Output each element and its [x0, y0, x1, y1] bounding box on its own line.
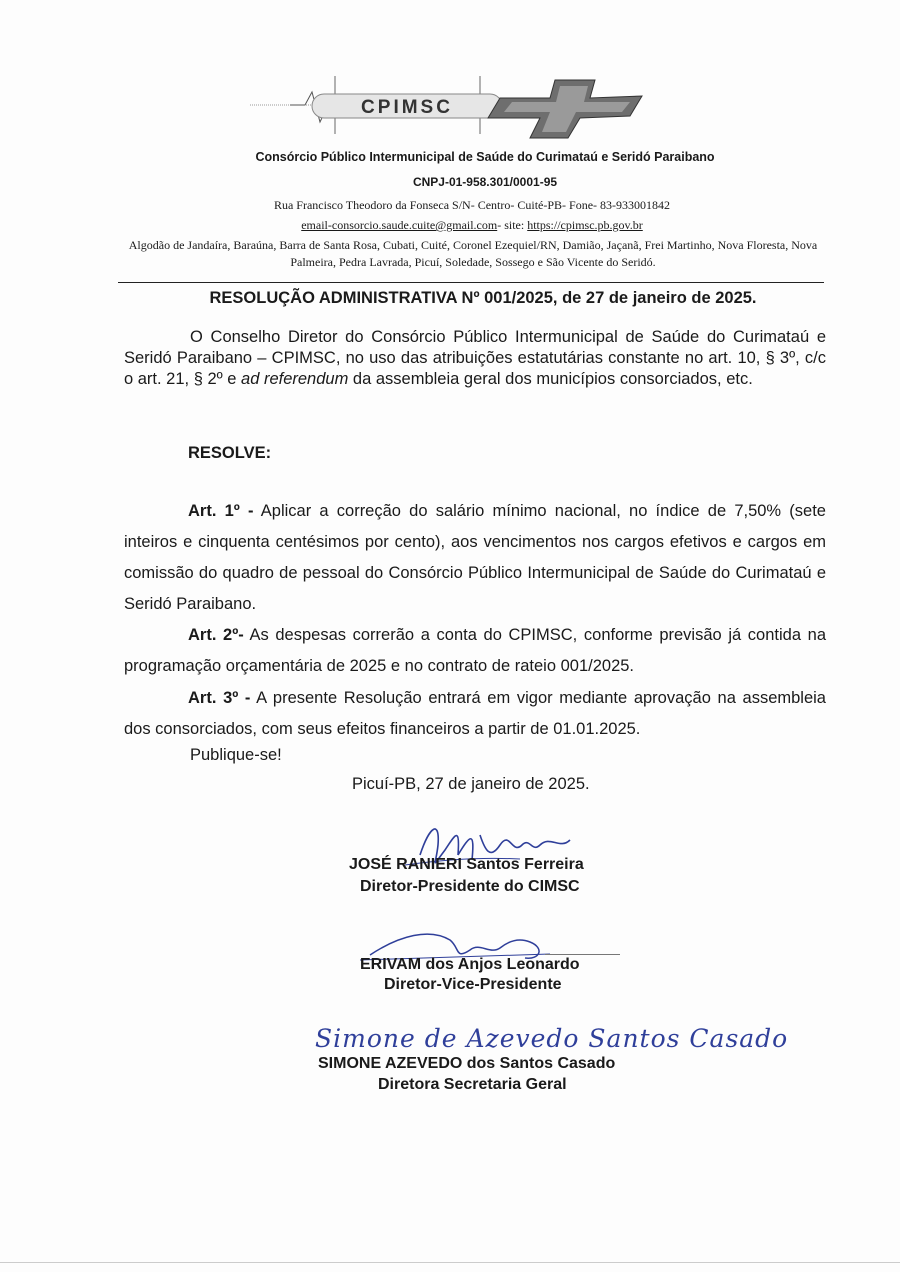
document-title: RESOLUÇÃO ADMINISTRATIVA Nº 001/2025, de 27 de janeiro de 2025. — [209, 289, 757, 307]
article-1-text: Aplicar a correção do salário mínimo nacional, no índice de 7,50% (sete inteiros e cinquenta centésimos por cento), aos vencimentos nos cargos efetivos e cargos em comissão do quadro de pessoal do Consórcio Público Intermunicipal de Saúde do Curimataú e Seridó Paraibano. — [124, 502, 826, 613]
article-1 — [124, 496, 826, 620]
logo-text: CPIMSC — [361, 97, 453, 118]
signature-1-role: Diretor-Presidente do CIMSC — [360, 878, 580, 895]
intro-paragraph — [124, 327, 826, 390]
article-1-label: Art. 1º - — [188, 502, 254, 520]
header-divider — [118, 282, 824, 283]
site-link[interactable]: https://cpimsc.pb.gov.br — [527, 218, 643, 232]
signature-2-line — [545, 954, 620, 955]
site-prefix: - site: — [497, 218, 528, 232]
cross-icon — [488, 80, 642, 138]
intro-italic: ad referendum — [241, 370, 349, 388]
article-2-text: As despesas correrão a conta do CPIMSC, conforme previsão já contida na programação orçamentária de 2025 e no contrato de rateio 001/2025. — [124, 626, 826, 675]
article-3 — [124, 683, 826, 745]
signature-1-name: JOSÉ RANIERI Santos Ferreira — [349, 856, 584, 873]
member-cities: Algodão de Jandaíra, Baraúna, Barra de Santa Rosa, Cubati, Cuité, Coronel Ezequiel/RN, Damião, Jaçanã, Frei Martinho, Nova Floresta, Nova Palmeira, Pedra Lavrada, Picuí, Soledade, Sossego e São Vicente do Seridó. — [128, 238, 818, 269]
signature-3-role: Diretora Secretaria Geral — [378, 1076, 567, 1093]
article-3-label: Art. 3º - — [188, 689, 251, 707]
intro-text-a: O Conselho Diretor do Consórcio Público Intermunicipal de Saúde do Curimataú e Seridó Paraibano – CPIMSC, no uso das atribuições estatutárias constante no art. 10, § 3º, c/c o art. 21, § 2º e — [124, 328, 826, 388]
article-2 — [124, 620, 826, 682]
bottom-edge-line — [0, 1262, 900, 1263]
signature-3-handwriting: Simone de Azevedo Santos Casado — [315, 1024, 789, 1053]
place-date: Picuí-PB, 27 de janeiro de 2025. — [352, 775, 590, 793]
signature-2-name: ERIVAM dos Anjos Leonardo — [360, 956, 580, 973]
email-link[interactable]: email-consorcio.saude.cuite@gmail.com — [301, 218, 498, 232]
contact-line — [0, 218, 900, 233]
signature-3-name: SIMONE AZEVEDO dos Santos Casado — [318, 1055, 616, 1072]
closing-text: Publique-se! — [190, 746, 282, 764]
resolve-heading: RESOLVE: — [188, 444, 272, 462]
signature-2-role: Diretor-Vice-Presidente — [384, 976, 562, 993]
address: Rua Francisco Theodoro da Fonseca S/N- Centro- Cuité-PB- Fone- 83-933001842 — [273, 198, 671, 212]
cpimsc-logo — [250, 72, 670, 142]
article-3-text: A presente Resolução entrará em vigor mediante aprovação na assembleia dos consorciados, com seus efeitos financeiros a partir de 01.01.2025. — [124, 689, 826, 738]
intro-text-b: da assembleia geral dos municípios consorciados, etc. — [348, 370, 753, 388]
org-name: Consórcio Público Intermunicipal de Saúde do Curimataú e Seridó Paraibano — [255, 150, 715, 164]
article-2-label: Art. 2º- — [188, 626, 244, 644]
cnpj: CNPJ-01-958.301/0001-95 — [412, 175, 558, 189]
